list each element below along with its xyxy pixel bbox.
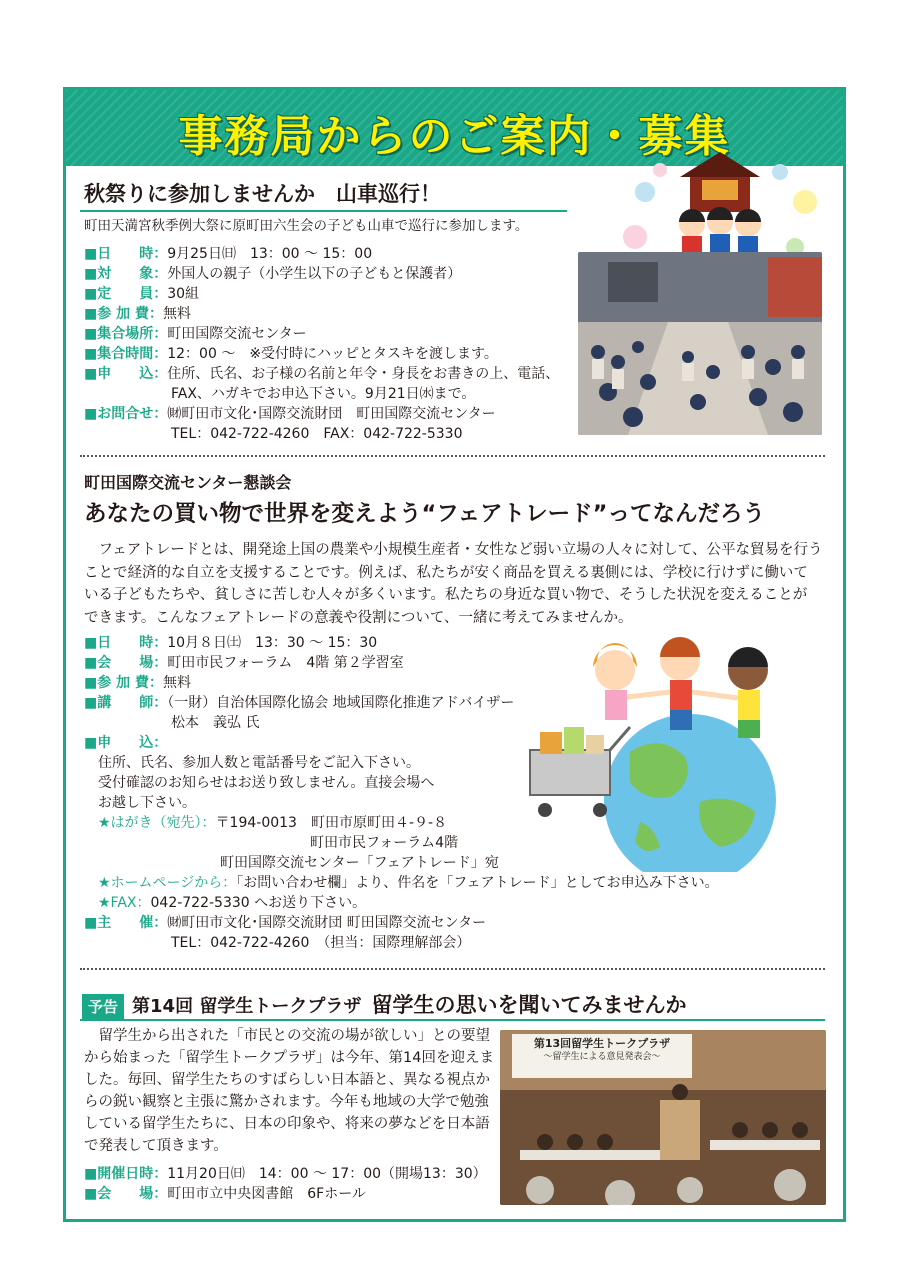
section-divider bbox=[80, 968, 825, 970]
detail-label: ■申 込： bbox=[84, 735, 168, 751]
body-line: らの鋭い観察と主張に驚かされます。今年も地域の大学で勉強 bbox=[84, 1094, 489, 1110]
web-value: 「お問い合わせ欄」より、件名を「フェアトレード」としてお申込み下さい。 bbox=[236, 875, 719, 891]
detail-value: FAX、ハガキでお申込下さい。9月21日㈬まで。 bbox=[171, 386, 476, 402]
host-line2: TEL：042-722-4260 （担当：国際理解部会） bbox=[171, 935, 471, 951]
fax-label: ★FAX： bbox=[98, 895, 151, 911]
section3-details bbox=[84, 1164, 487, 1204]
talk-plaza-photo bbox=[500, 1030, 826, 1205]
host-label: ■主 催： bbox=[84, 915, 168, 931]
detail-label: ■集合場所： bbox=[84, 326, 168, 342]
detail-label: ■会 場： bbox=[84, 655, 168, 671]
body-line: から始まった「留学生トークプラザ」は今年、第14回を迎えま bbox=[84, 1050, 494, 1066]
section3-heading-row bbox=[82, 989, 687, 1019]
body-line: いる子どもたちや、貧しさに苦しむ人々が多くいます。私たちの身近な買い物で、そうした状況を変えることが bbox=[84, 587, 808, 603]
body-line: フェアトレードとは、開発途上国の農業や小規模生産者・女性など弱い立場の人々に対して、公平な貿易を行う bbox=[84, 542, 823, 558]
detail-value: 無料 bbox=[162, 306, 191, 322]
section1-details bbox=[84, 244, 559, 444]
detail-value: 無料 bbox=[162, 675, 191, 691]
detail-label: ■会 場： bbox=[84, 1186, 168, 1202]
preview-badge: 予告 bbox=[82, 994, 124, 1019]
section1-underline bbox=[80, 210, 567, 212]
detail-value: 松本 義弘 氏 bbox=[171, 715, 260, 731]
detail-value: 町田市民フォーラム 4階 第２学習室 bbox=[167, 655, 404, 671]
section2-body bbox=[84, 539, 822, 629]
detail-value: 外国人の親子（小学生以下の子どもと保護者） bbox=[167, 266, 462, 282]
detail-value: 町田国際交流センター bbox=[167, 326, 307, 342]
detail-value: 10月８日㈯ 13：30 ～ 15：30 bbox=[167, 635, 378, 651]
body-line: ことで経済的な自立を支援することです。例えば、私たちが安く商品を買える裏側には、学校に行けずに働いて bbox=[84, 564, 808, 581]
postcard-address: 〒194-0013 町田市原町田４-９-８ bbox=[215, 815, 448, 831]
detail-label: ■定 員： bbox=[84, 286, 168, 302]
photo-banner-line1: 第13回留学生トークプラザ bbox=[533, 1037, 671, 1050]
detail-value: 30組 bbox=[167, 286, 200, 302]
body-line: した。毎回、留学生たちのすばらしい日本語と、異なる視点か bbox=[84, 1072, 490, 1088]
section-divider bbox=[80, 455, 825, 457]
festival-children-illustration bbox=[620, 152, 820, 262]
postcard-line2: 町田市民フォーラム4階 bbox=[310, 835, 459, 851]
apply-line: お越し下さい。 bbox=[98, 795, 196, 811]
section3-body bbox=[84, 1025, 494, 1157]
postcard-line3: 町田国際交流センター「フェアトレード」宛 bbox=[220, 855, 499, 871]
body-line: 留学生から出された「市民との交流の場が欲しい」との要望 bbox=[84, 1028, 490, 1044]
detail-label: ■対 象： bbox=[84, 266, 168, 282]
fairtrade-globe-illustration bbox=[520, 632, 780, 872]
detail-value: 住所、氏名、お子様の名前と年令・身長をお書きの上、電話、 bbox=[167, 366, 560, 382]
detail-label: ■日 時： bbox=[84, 246, 168, 262]
detail-value: 11月20日㈰ 14：00 ～ 17：00（開場13：30） bbox=[167, 1166, 487, 1182]
detail-label: ■申 込： bbox=[84, 366, 168, 382]
section1-intro: 町田天満宮秋季例大祭に原町田六生会の子ども山車で巡行に参加します。 bbox=[84, 218, 529, 234]
section2-subheading: 町田国際交流センター懇談会 bbox=[84, 473, 292, 492]
section1-heading: 秋祭りに参加しませんか 山車巡行！ bbox=[84, 182, 441, 206]
detail-value: 9月25日㈰ 13：00 ～ 15：00 bbox=[167, 246, 373, 262]
detail-value: 町田市立中央図書館 6Fホール bbox=[167, 1186, 366, 1202]
banner-title: 事務局からのご案内・募集 bbox=[178, 111, 731, 162]
web-label: ★ホームページから： bbox=[98, 875, 237, 891]
detail-value: ㈶町田市文化･国際交流財団 町田国際交流センター bbox=[167, 406, 496, 422]
detail-label: ■日 時： bbox=[84, 635, 168, 651]
detail-label: ■参 加 費： bbox=[84, 306, 163, 322]
body-line: できます。こんなフェアトレードの意義や役割について、一緒に考えてみませんか。 bbox=[84, 609, 633, 626]
postcard-label: ★はがき（宛先）： bbox=[98, 815, 216, 831]
detail-label: ■講 師： bbox=[84, 695, 168, 711]
section3-prefix: 第14回 留学生トークプラザ bbox=[132, 996, 362, 1017]
body-line: している留学生たちに、日本の印象や、将来の夢などを日本語 bbox=[84, 1116, 490, 1132]
detail-label: ■集合時間： bbox=[84, 346, 168, 362]
detail-label: ■開催日時： bbox=[84, 1166, 168, 1182]
detail-label: ■参 加 費： bbox=[84, 675, 163, 691]
apply-line: 受付確認のお知らせはお送り致しません。直接会場へ bbox=[98, 775, 435, 791]
detail-value: 12：00 ～ ※受付時にハッピとタスキを渡します。 bbox=[167, 346, 498, 362]
detail-value: （一財）自治体国際化協会 地域国際化推進アドバイザー bbox=[167, 695, 515, 711]
detail-value: TEL：042-722-4260 FAX：042-722-5330 bbox=[171, 426, 463, 442]
section2-heading: あなたの買い物で世界を変えよう“フェアトレード”ってなんだろう bbox=[84, 501, 765, 527]
section3-underline bbox=[80, 1019, 825, 1021]
photo-banner-line2: ～留学生による意見発表会～ bbox=[543, 1052, 661, 1062]
host-value: ㈶町田市文化･国際交流財団 町田国際交流センター bbox=[167, 915, 487, 931]
apply-line: 住所、氏名、参加人数と電話番号をご記入下さい。 bbox=[98, 755, 420, 771]
section3-heading: 留学生の思いを聞いてみませんか bbox=[371, 993, 687, 1017]
festival-parade-photo bbox=[578, 252, 822, 435]
detail-label: ■お問合せ： bbox=[84, 406, 168, 422]
body-line: で発表して頂きます。 bbox=[84, 1138, 228, 1154]
fax-value: 042-722-5330 へお送り下さい。 bbox=[150, 895, 367, 911]
